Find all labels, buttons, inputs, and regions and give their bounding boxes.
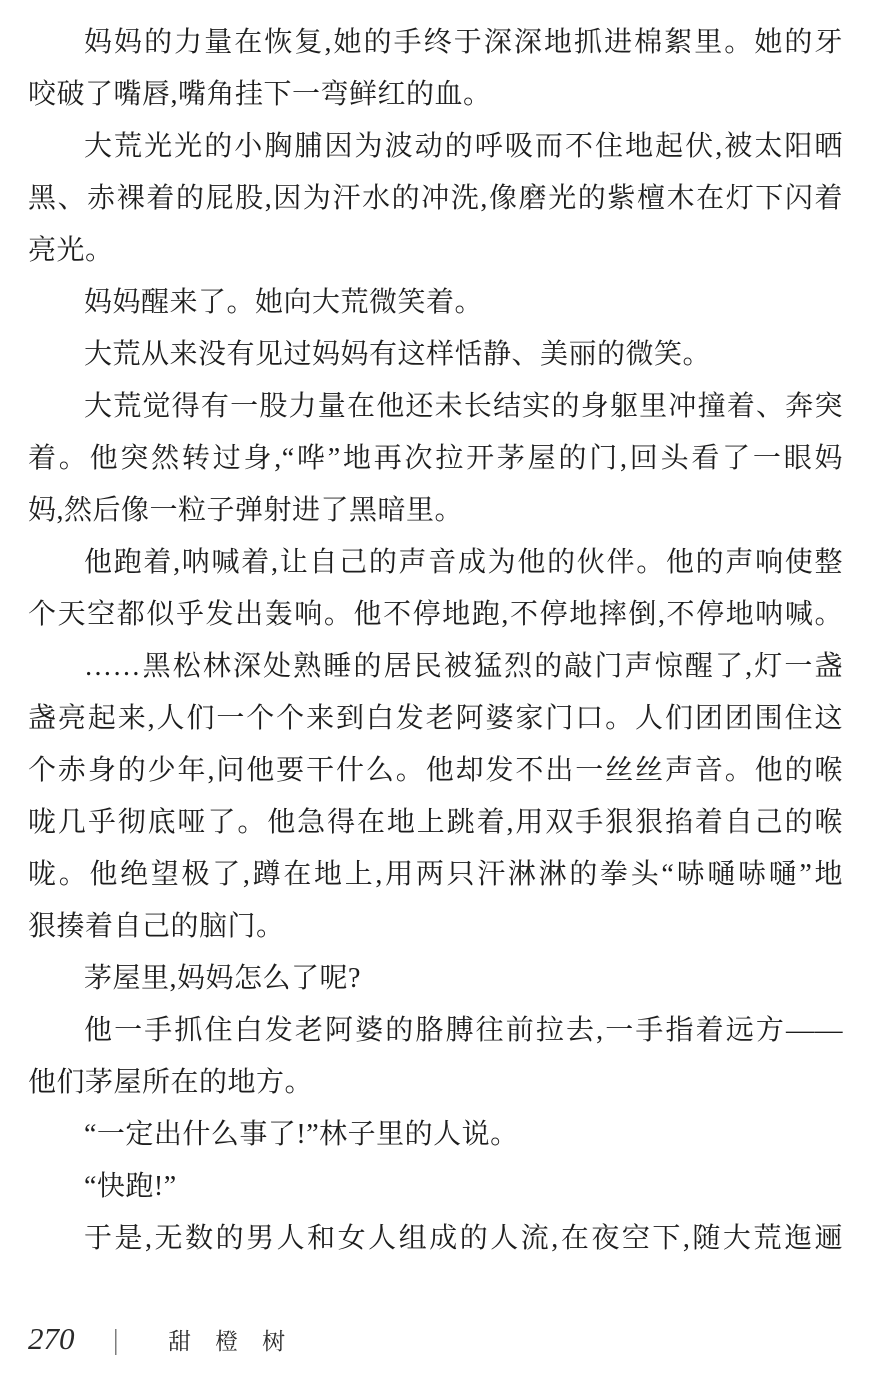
text-line: 他们茅屋所在的地方。 (28, 1067, 314, 1098)
text-line: “一定出什么事了!”林子里的人说。 (84, 1119, 519, 1150)
page-number: 270 (28, 1321, 75, 1356)
text-line: 妈妈的力量在恢复,她的手终于深深地抓进棉絮里。她的牙 (84, 27, 843, 58)
text-line: 他一手抓住白发老阿婆的胳膊往前拉去,一手指着远方—— (84, 1015, 843, 1046)
text-line: 大荒觉得有一股力量在他还未长结实的身躯里冲撞着、奔突 (84, 391, 843, 422)
page-text (28, 17, 843, 1265)
text-line: 妈妈醒来了。她向大荒微笑着。 (84, 287, 484, 318)
text-line: 咬破了嘴唇,嘴角挂下一弯鲜红的血。 (28, 79, 492, 110)
text-line: 个天空都似乎发出轰响。他不停地跑,不停地摔倒,不停地呐喊。 (28, 599, 843, 630)
footer-divider: | (113, 1325, 118, 1356)
text-line: 盏亮起来,人们一个个来到白发老阿婆家门口。人们团团围住这 (28, 703, 843, 734)
text-line: 妈,然后像一粒子弹射进了黑暗里。 (28, 495, 464, 526)
text-line: ……黑松林深处熟睡的居民被猛烈的敲门声惊醒了,灯一盏 (84, 651, 843, 682)
text-line: 咙。他绝望极了,蹲在地上,用两只汗淋淋的拳头“哧嗵哧嗵”地 (28, 859, 843, 890)
text-line: 大荒光光的小胸脯因为波动的呼吸而不住地起伏,被太阳晒 (84, 131, 843, 162)
text-line: 亮光。 (28, 235, 114, 266)
text-line: 黑、赤裸着的屁股,因为汗水的冲洗,像磨光的紫檀木在灯下闪着 (28, 183, 843, 214)
text-line: 他跑着,呐喊着,让自己的声音成为他的伙伴。他的声响使整 (84, 547, 843, 578)
text-line: 个赤身的少年,问他要干什么。他却发不出一丝丝声音。他的喉 (28, 755, 843, 786)
text-line: 于是,无数的男人和女人组成的人流,在夜空下,随大荒迤逦 (84, 1223, 843, 1254)
text-line: 咙几乎彻底哑了。他急得在地上跳着,用双手狠狠掐着自己的喉 (28, 807, 843, 838)
text-line: 着。他突然转过身,“哗”地再次拉开茅屋的门,回头看了一眼妈 (28, 443, 843, 474)
text-line: 狠揍着自己的脑门。 (28, 911, 285, 942)
book-title: 甜橙树 (168, 1329, 310, 1354)
page-footer (28, 1322, 843, 1357)
text-line: 茅屋里,妈妈怎么了呢? (84, 963, 361, 994)
text-line: “快跑!” (84, 1171, 177, 1202)
text-line: 大荒从来没有见过妈妈有这样恬静、美丽的微笑。 (84, 339, 712, 370)
